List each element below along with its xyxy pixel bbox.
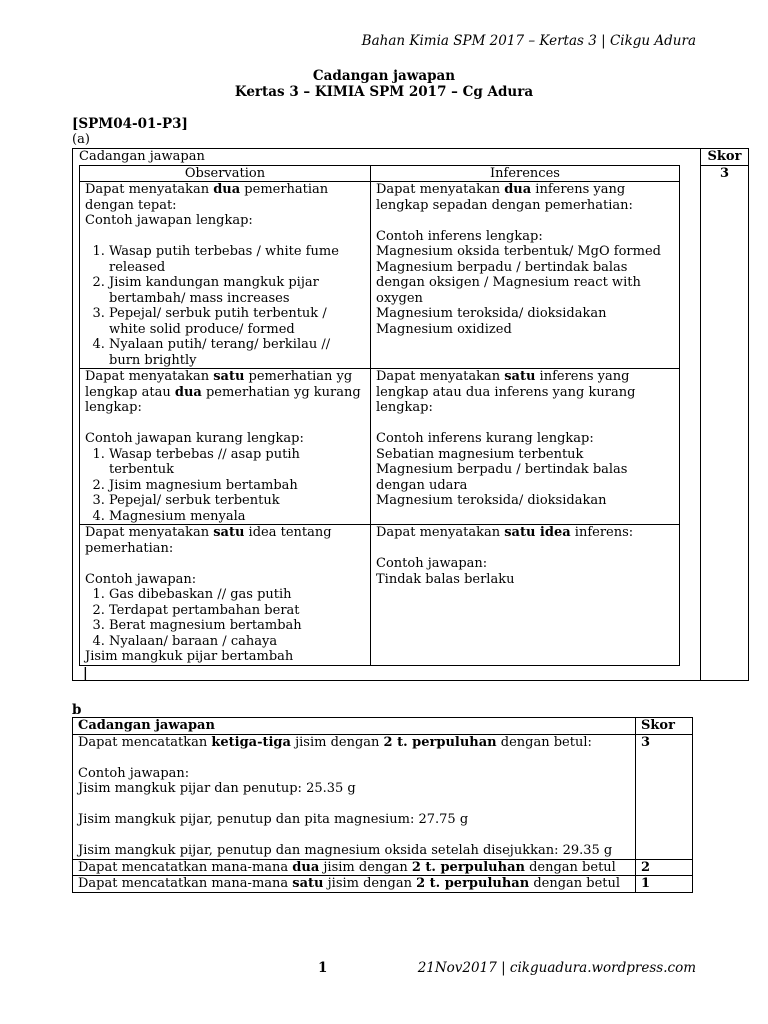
list xyxy=(85,244,365,368)
running-header: Bahan Kimia SPM 2017 – Kertas 3 | Cikgu Adura xyxy=(361,33,696,49)
score-header: Skor xyxy=(636,718,693,735)
table-row: Dapat menyatakan satu pemerhatian yg lengkap atau dua pemerhatian yg kurang lengkap: Contoh jawapan kurang lengkap: 1. Wasap terbebas // asap putih terbentuk 2. Jisim magnesium bertambah 3. Pepejal/ serbuk terbentuk 4. Magnesium menyala Dapat menyatakan satu inferens yang lengkap atau dua inferens yang kurang lengkap: Contoh inferens kurang lengkap: Sebatian magnesium terbentuk Magnesium berpadu / bertindak balas dengan udara Magnesium teroksida/ dioksidakan xyxy=(80,369,680,525)
page-number: 1 xyxy=(318,960,328,976)
score-header: Skor xyxy=(707,149,742,164)
part-b-label: b xyxy=(72,702,82,718)
list-item: 4. Nyalaan/ baraan / cahaya xyxy=(109,634,365,650)
list-item: 3. Berat magnesium bertambah xyxy=(109,618,365,634)
answer-table-b xyxy=(72,717,693,893)
list-item: 3. Pepejal/ serbuk putih terbentuk / white solid produce/ formed xyxy=(109,306,365,337)
list xyxy=(85,587,365,649)
table-row: Dapat mencatatkan mana-mana dua jisim dengan 2 t. perpuluhan dengan betul 2 xyxy=(73,859,693,876)
list-item: Sebatian magnesium terbentuk xyxy=(376,446,584,462)
score-value: 1 xyxy=(636,876,693,893)
table-row: Dapat mencatatkan mana-mana satu jisim dengan 2 t. perpuluhan dengan betul 1 xyxy=(73,876,693,893)
list-item: Jisim mangkuk pijar dan penutup: 25.35 g xyxy=(78,781,356,796)
list-item: 1. Wasap putih terbebas / white fume released xyxy=(109,244,365,275)
list-item: Jisim mangkuk pijar, penutup dan pita magnesium: 27.75 g xyxy=(78,812,469,827)
doc-title: Cadangan jawapan xyxy=(312,68,456,84)
question-code: [SPM04-01-P3] xyxy=(72,116,188,132)
list-item: 4. Nyalaan putih/ terang/ berkilau // burn brightly xyxy=(109,337,365,368)
list-item: Magnesium teroksida/ dioksidakan xyxy=(376,306,607,321)
col-observation: Observation xyxy=(80,165,371,182)
score-value: 3 xyxy=(701,165,748,182)
col-inferences: Inferences xyxy=(371,165,680,182)
score-value: 2 xyxy=(636,859,693,876)
list-item: 2. Jisim magnesium bertambah xyxy=(109,478,365,494)
list-item: Tindak balas berlaku xyxy=(376,571,515,587)
list-item: Magnesium berpadu / bertindak balas dengan udara xyxy=(376,462,628,493)
list-item: 1. Wasap terbebas // asap putih terbentuk xyxy=(109,447,365,478)
score-value: 3 xyxy=(636,734,693,859)
table-row: Dapat mencatatkan ketiga-tiga jisim dengan 2 t. perpuluhan dengan betul: Contoh jawapan: Jisim mangkuk pijar dan penutup: 25.35 g Jisim mangkuk pijar, penutup dan pita magnesium: 27.75 g Jisim mangkuk pijar, penutup dan magnesium oksida setelah disejukkan: 29.35 g 3 xyxy=(73,734,693,859)
list-item: Jisim mangkuk pijar, penutup dan magnesium oksida setelah disejukkan: 29.35 g xyxy=(78,843,613,858)
list-item: Magnesium berpadu / bertindak balas dengan oksigen / Magnesium react with oxygen xyxy=(376,259,641,306)
table-a-header: Cadangan jawapan xyxy=(79,149,205,164)
answer-table-a xyxy=(72,148,749,681)
list-item: Magnesium oksida terbentuk/ MgO formed xyxy=(376,244,661,259)
list-item: Magnesium oxidized xyxy=(376,321,512,337)
observation-inference-table xyxy=(79,165,680,666)
list-item: Jisim mangkuk pijar bertambah xyxy=(85,649,294,664)
list-item: 4. Magnesium menyala xyxy=(109,509,365,525)
footer-credit: 21Nov2017 | cikguadura.wordpress.com xyxy=(417,960,696,976)
list-item: 2. Terdapat pertambahan berat xyxy=(109,603,365,619)
table-row: Dapat menyatakan satu idea tentang pemerhatian: Contoh jawapan: 1. Gas dibebaskan // gas putih 2. Terdapat pertambahan berat 3. Berat magnesium bertambah 4. Nyalaan/ baraan / cahaya Jisim mangkuk pijar bertambah Dapat menyatakan satu idea inferens: Contoh jawapan: Tindak balas berlaku xyxy=(80,525,680,666)
text-cursor: | xyxy=(83,665,88,681)
doc-subtitle: Kertas 3 – KIMIA SPM 2017 – Cg Adura xyxy=(234,84,534,100)
list-item: 1. Gas dibebaskan // gas putih xyxy=(109,587,365,603)
table-b-header: Cadangan jawapan xyxy=(73,718,636,735)
table-row: Dapat menyatakan dua pemerhatian dengan tepat: Contoh jawapan lengkap: 1. Wasap putih terbebas / white fume released 2. Jisim kandungan mangkuk pijar bertambah/ mass increases 3. Pepejal/ serbuk putih terbentuk / white solid produce/ formed 4. Nyalaan putih/ terang/ berkilau // burn brightly Dapat menyatakan dua inferens yang lengkap sepadan dengan pemerhatian: Contoh inferens lengkap: Magnesium oksida terbentuk/ MgO formed Magnesium berpadu / bertindak balas dengan oksigen / Magnesium react with oxygen Magnesium teroksida/ dioksidakan Magnesium oxidized xyxy=(80,182,680,369)
list-item: 2. Jisim kandungan mangkuk pijar bertambah/ mass increases xyxy=(109,275,365,306)
part-a-label: (a) xyxy=(72,132,90,147)
list-item: Magnesium teroksida/ dioksidakan xyxy=(376,493,607,508)
list-item: 3. Pepejal/ serbuk terbentuk xyxy=(109,493,365,509)
list xyxy=(85,447,365,525)
